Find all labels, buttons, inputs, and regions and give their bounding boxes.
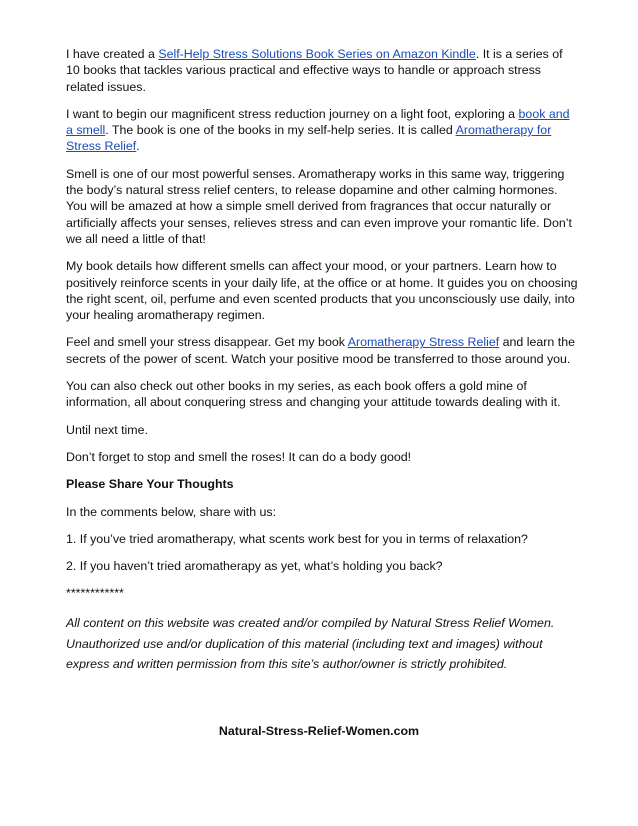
document-body [66,46,578,686]
book-details-paragraph: My book details how different smells can affect your mood, or your partners. Learn how to positively reinforce scents in your daily life, at the office or at home. It guides you on choosing the right scent, oil, perfume and even scented products that you unconsciously use daily, into your healing aromatherapy regimen. [66,259,578,323]
question-2: 2. If you haven’t tried aromatherapy as yet, what’s holding you back? [66,559,443,574]
journey-text-end: . [136,139,140,154]
feel-text: Feel and smell your stress disappear. Get my book [66,335,348,350]
intro-text: I have created a [66,47,159,61]
intro-text-cont: . It is a series of 10 books that tackles various practical and effective ways to handle or approach stress related issues. [66,47,563,94]
share-thoughts-heading: Please Share Your Thoughts [66,477,234,492]
until-next-time: Until next time. [66,422,148,437]
comments-prompt: In the comments below, share with us: [66,504,277,519]
smell-the-roses: Don’t forget to stop and smell the roses! It can do a body good! [66,449,412,464]
site-footer: Natural-Stress-Relief-Women.com [218,724,420,738]
book-series-link[interactable]: Self-Help Stress Solutions Book Series on Amazon Kindle [158,47,476,61]
smell-senses-paragraph: Smell is one of our most powerful senses. Aromatherapy works in this same way, triggering the body’s natural stress relief centers, to release dopamine and other calming hormones. You will be amazed at how a simple smell derived from fragrances that occur naturally or artificially affects your senses, relieves stress and can even improve your romantic life. Don’t we all need a little of that! [66,166,572,246]
journey-text-cont: . The book is one of the books in my self-help series. It is called [105,123,456,138]
asterisk-separator: ************ [66,586,124,601]
intro-paragraph [66,46,578,95]
other-books-paragraph: You can also check out other books in my series, as each book offers a gold mine of information, all about conquering stress and changing your attitude towards dealing with it. [66,379,561,410]
feel-text-cont: and learn the secrets of the power of scent. Watch your positive mood be transferred to those around you. [66,335,575,366]
journey-text: I want to begin our magnificent stress reduction journey on a light foot, exploring a [66,106,519,121]
aromatherapy-for-stress-relief-link[interactable]: Aromatherapy for Stress Relief [66,123,552,154]
copyright-disclaimer: All content on this website was created and/or compiled by Natural Stress Relief Women. Unauthorized use and/or duplication of this material (including text and images) without express and written permission from this site’s author/owner is strictly prohibited. [66,615,555,672]
feel-and-smell-paragraph [66,334,578,367]
aromatherapy-stress-relief-link[interactable]: Aromatherapy Stress Relief [347,335,500,350]
book-and-smell-link[interactable]: book and a smell [66,106,570,138]
question-1: 1. If you’ve tried aromatherapy, what scents work best for you in terms of relaxation? [66,531,528,546]
journey-paragraph [66,106,578,155]
